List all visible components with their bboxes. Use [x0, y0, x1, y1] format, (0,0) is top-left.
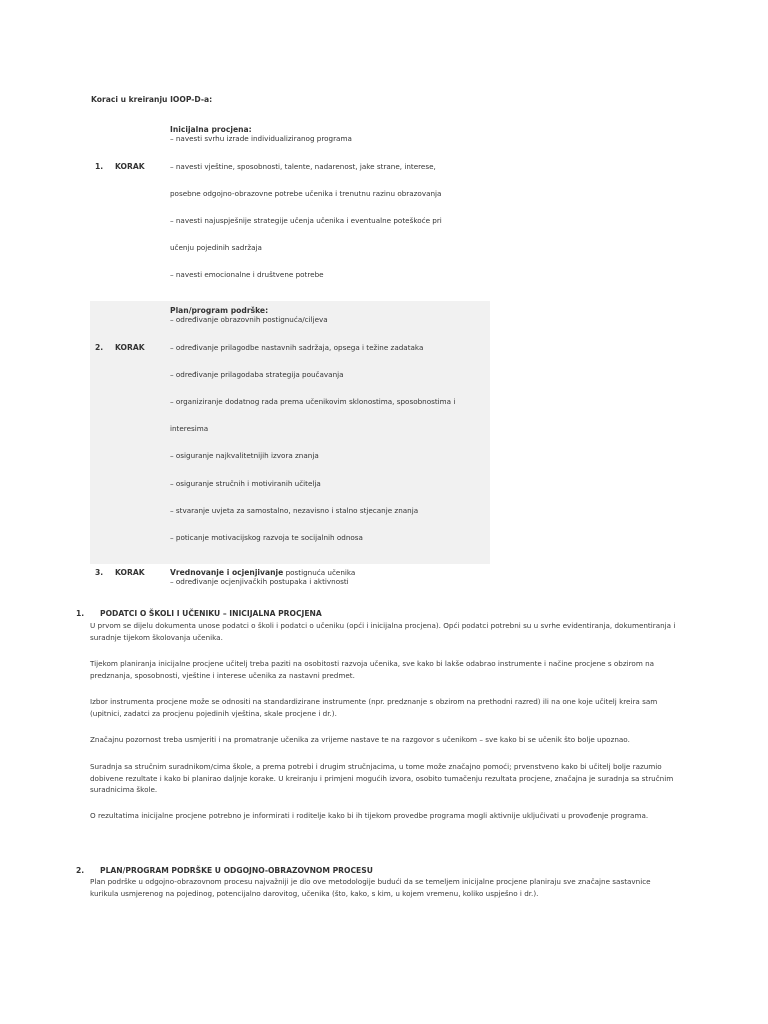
- step-2-line: – poticanje motivacijskog razvoja te socijalnih odnosa: [170, 533, 363, 542]
- step-3-number: 3.: [95, 568, 104, 577]
- step-3-heading-row: [170, 568, 355, 577]
- step-1-korak: KORAK: [115, 162, 145, 171]
- step-2-korak: KORAK: [115, 343, 145, 352]
- step-1-number: 1.: [95, 162, 104, 171]
- section-2-paragraph: Plan podrške u odgojno-obrazovnom procesu najvažniji je dio ove metodologije budući da se temeljem inicijalne procjene planiraju sve značajne sastavnice kurikula usmjerenog na pojedinog, potencijalno darovitog, učenika (što, kako, s kim, u kojem vremenu, koliko uspješno i dr.).: [90, 877, 651, 898]
- section-1-paragraph: U prvom se dijelu dokumenta unose podatci o školi i podatci o učeniku (opći i inicijalna procjena). Opći podatci potrebni su u svrhe evidentiranja, dokumentiranja i suradnje tijekom školovanja učenika.: [90, 621, 676, 642]
- section-2-number: 2.: [76, 866, 85, 875]
- step-1-line: – navesti vještine, sposobnosti, talente, nadarenost, jake strane, interese,: [170, 162, 436, 171]
- step-2-line: – organiziranje dodatnog rada prema učenikovim sklonostima, sposobnostima i: [170, 397, 456, 406]
- step-3-line: – određivanje ocjenjivačkih postupaka i aktivnosti: [170, 577, 349, 586]
- step-2-line: – određivanje prilagodaba strategija poučavanja: [170, 370, 344, 379]
- section-1-paragraph: Značajnu pozornost treba usmjeriti i na promatranje učenika za vrijeme nastave te na razgovor s učenikom – sve kako bi se učenik što bolje upoznao.: [90, 735, 630, 744]
- step-2-line: – određivanje obrazovnih postignuća/ciljeva: [170, 315, 328, 324]
- step-1-line: posebne odgojno-obrazovne potrebe učenika i trenutnu razinu obrazovanja: [170, 189, 442, 198]
- section-2-title: PLAN/PROGRAM PODRŠKE U ODGOJNO-OBRAZOVNOM PROCESU: [100, 866, 373, 875]
- step-2-number: 2.: [95, 343, 104, 352]
- step-3-heading-rest: postignuća učenika: [283, 568, 356, 577]
- section-1-paragraph: Suradnja sa stručnim suradnikom/cima škole, a prema potrebi i drugim stručnjacima, u tome može značajno pomoći; prvenstveno kako bi učitelj bolje razumio dobivene rezultate i kako bi planirao daljnje korake. U kreiranju i primjeni mogućih izvora, osobito tumačenju rezultata procjene, značajna je suradnja sa stručnim suradnicima škole.: [90, 762, 674, 794]
- step-2-line: – osiguranje stručnih i motiviranih učitelja: [170, 479, 321, 488]
- section-1-title: PODATCI O ŠKOLI I UČENIKU – INICIJALNA PROCJENA: [100, 609, 322, 618]
- step-2-line: – osiguranje najkvalitetnijih izvora znanja: [170, 451, 319, 460]
- step-3-korak: KORAK: [115, 568, 145, 577]
- section-1-paragraph: Izbor instrumenta procjene može se odnositi na standardizirane instrumente (npr. predznanje s obzirom na prethodni razred) ili na one koje učitelj kreira sam (upitnici, zadatci za procjenu pojedinih vještina, skale procjene i dr.).: [90, 697, 658, 718]
- step-2-line: interesima: [170, 424, 209, 433]
- step-1-heading: Inicijalna procjena:: [170, 125, 252, 134]
- step-3-heading: Vrednovanje i ocjenjivanje: [170, 568, 284, 577]
- step-1-line: – navesti svrhu izrade individualiziranog programa: [170, 134, 352, 143]
- section-1-paragraph: O rezultatima inicijalne procjene potrebno je informirati i roditelje kako bi ih tijekom provedbe programa mogli aktivnije uključivati u provođenje programa.: [90, 811, 649, 820]
- step-2-line: – određivanje prilagodbe nastavnih sadržaja, opsega i težine zadataka: [170, 343, 424, 352]
- step-1-line: – navesti emocionalne i društvene potrebe: [170, 270, 324, 279]
- document-title: Koraci u kreiranju IOOP-D-a:: [91, 95, 213, 104]
- section-1-paragraph: Tijekom planiranja inicijalne procjene učitelj treba paziti na osobitosti razvoja učenika, sve kako bi lakše odabrao instrumente i načine procjene s obzirom na predznanja, sposobnosti, vještine i interese učenika za nastavni predmet.: [90, 659, 655, 680]
- step-1-line: učenju pojedinih sadržaja: [170, 243, 262, 252]
- step-2-heading: Plan/program podrške:: [170, 306, 269, 315]
- step-2-shading: [90, 301, 490, 564]
- section-1-number: 1.: [76, 609, 85, 618]
- step-1-line: – navesti najuspješnije strategije učenja učenika i eventualne poteškoće pri: [170, 216, 442, 225]
- step-2-line: – stvaranje uvjeta za samostalno, nezavisno i stalno stjecanje znanja: [170, 506, 419, 515]
